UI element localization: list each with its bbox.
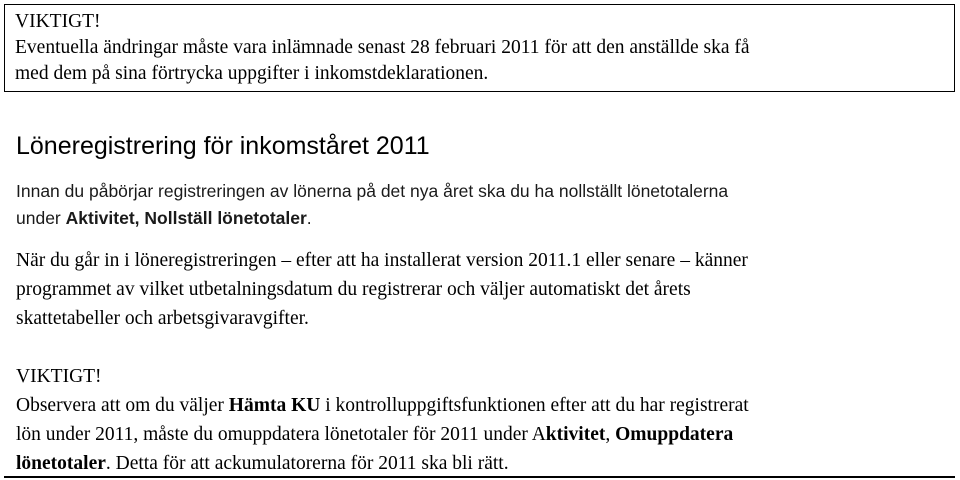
registration-line-1: När du går in i löneregistreringen – efter att ha installerat version 2011.1 eller senare – känner xyxy=(16,250,748,271)
important-notice-box xyxy=(4,4,955,92)
intro-paragraph xyxy=(16,178,728,232)
intro-prefix: under xyxy=(16,208,66,228)
registration-line-2: programmet av vilket utbetalningsdatum du registrerar och väljer automatiskt det årets xyxy=(16,279,691,300)
intro-line-2 xyxy=(16,205,728,232)
menu-path-reset-totals: Aktivitet, Nollställ lönetotaler xyxy=(65,208,307,228)
section-heading: Löneregistrering för inkomståret 2011 xyxy=(16,132,430,160)
activity-term: ktivitet xyxy=(545,424,606,445)
warning-text-c: lön under 2011, måste du omuppdatera lönetotaler för 2011 under A xyxy=(16,424,546,445)
important-warning-block xyxy=(16,362,749,478)
wage-totals-term: lönetotaler xyxy=(16,453,106,474)
warning-line-2 xyxy=(16,420,749,449)
intro-suffix: . xyxy=(306,208,312,228)
bottom-border-line xyxy=(4,476,955,478)
warning-text-d: . Detta för att ackumulatorerna för 2011 ska bli rätt. xyxy=(105,453,509,474)
notice-text-line-2: med dem på sina förtrycka uppgifter i inkomstdeklarationen. xyxy=(15,63,489,84)
registration-paragraph xyxy=(16,246,748,333)
warning-line-1 xyxy=(16,391,749,420)
warning-text-a: Observera att om du väljer xyxy=(16,395,229,416)
notice-text-line-1: Eventuella ändringar måste vara inlämnade senast 28 februari 2011 för att den anställde ska få xyxy=(15,37,750,58)
fetch-ku-term: Hämta KU xyxy=(228,395,321,416)
registration-line-3: skattetabeller och arbetsgivaravgifter. xyxy=(16,308,309,329)
warning-text-b: i kontrolluppgiftsfunktionen efter att du har registrerat xyxy=(320,395,749,416)
warning-title: VIKTIGT! xyxy=(16,366,102,387)
notice-title: VIKTIGT! xyxy=(15,11,101,32)
reupdate-term: Omuppdatera xyxy=(615,424,734,445)
warning-comma: , xyxy=(605,424,616,445)
intro-line-1: Innan du påbörjar registreringen av lönerna på det nya året ska du ha nollställt lönetotalerna xyxy=(16,181,729,201)
warning-line-3 xyxy=(16,449,749,478)
